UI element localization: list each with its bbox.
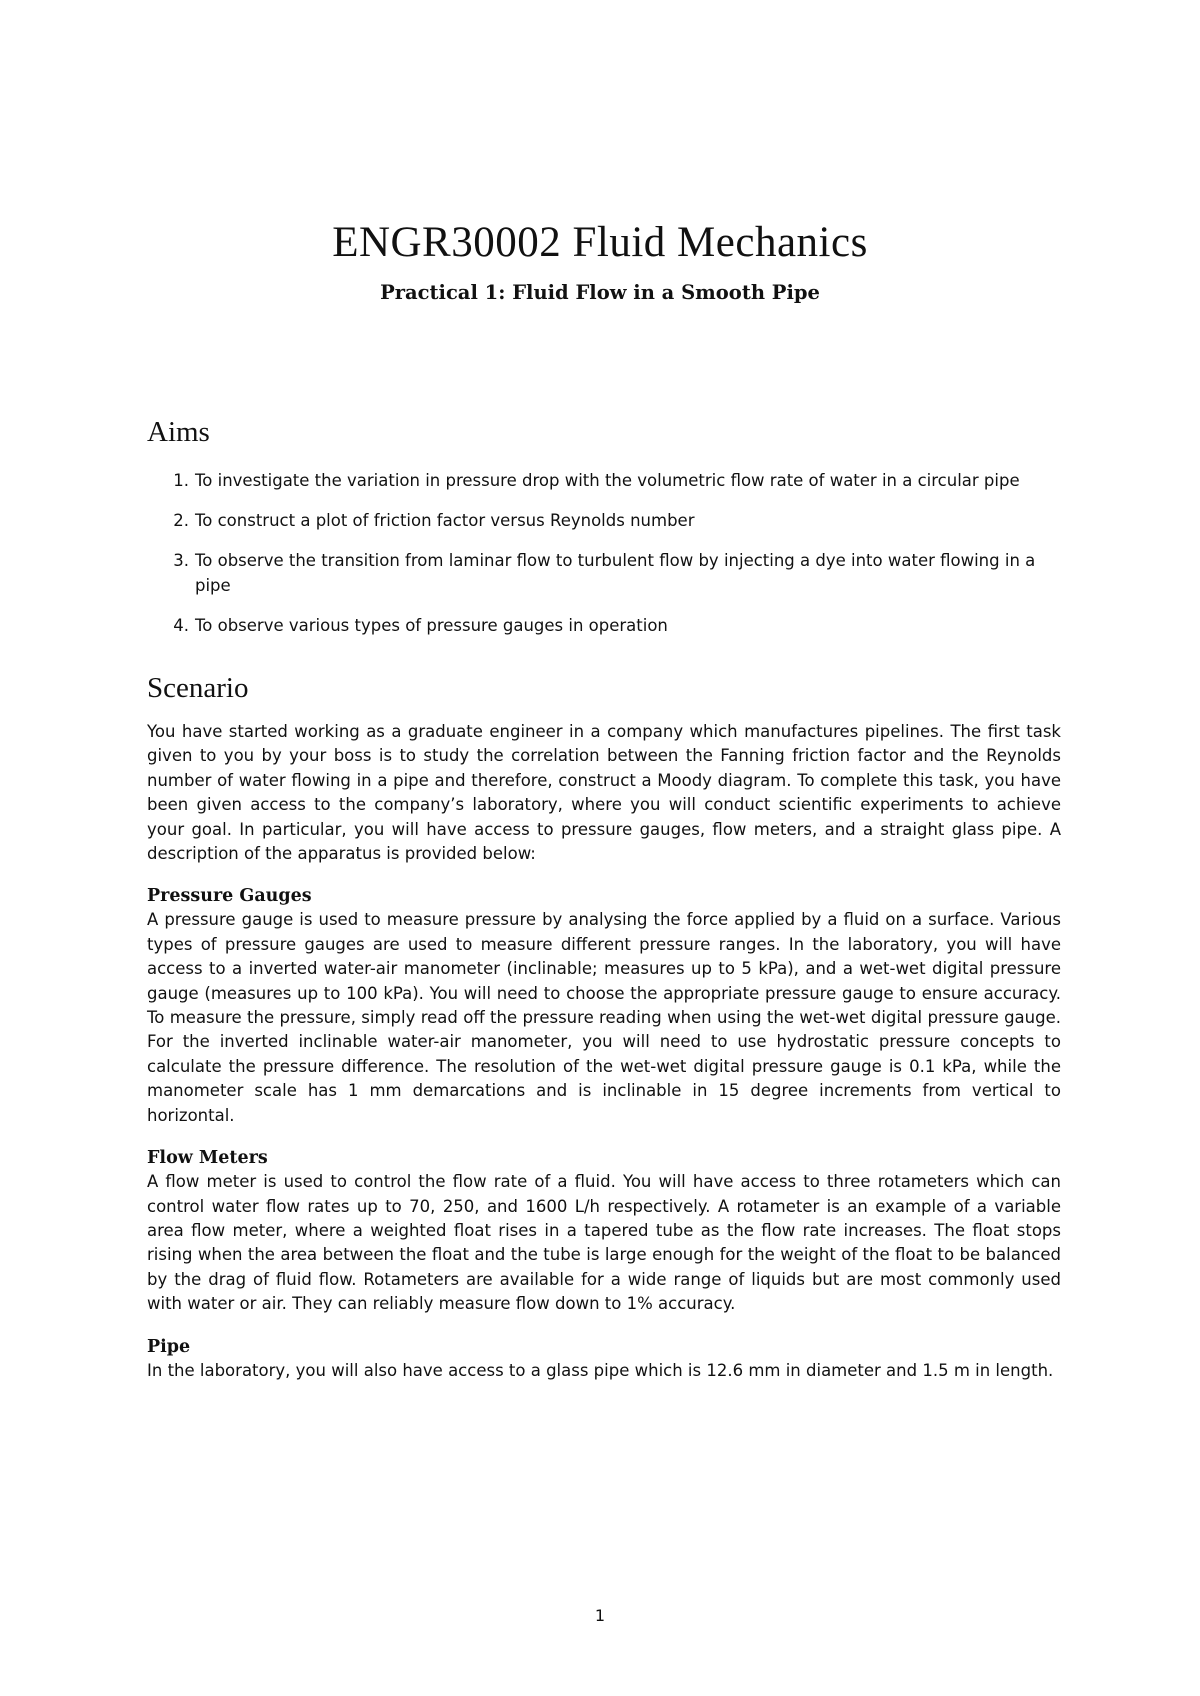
aims-list-item <box>147 548 1061 598</box>
aims-item-number: 1. <box>173 471 189 490</box>
pipe-subsection <box>147 1335 1061 1383</box>
aims-item-number: 2. <box>173 511 189 530</box>
aims-list-item <box>147 508 1061 533</box>
aims-item-number: 4. <box>173 616 189 635</box>
document-title: ENGR30002 Fluid Mechanics <box>332 219 868 266</box>
aims-section <box>147 418 1061 638</box>
aims-item-text: To construct a plot of friction factor versus Reynolds number <box>195 511 695 530</box>
pressure-gauges-subsection <box>147 884 1061 1128</box>
flow-meters-heading: Flow Meters <box>147 1148 268 1169</box>
scenario-section <box>147 674 1061 1383</box>
pressure-gauges-heading: Pressure Gauges <box>147 886 312 907</box>
aims-item-text: To observe various types of pressure gauges in operation <box>195 616 668 635</box>
scenario-heading: Scenario <box>147 672 249 704</box>
document-body <box>147 418 1061 1383</box>
aims-item-text: To investigate the variation in pressure drop with the volumetric flow rate of water in a circular pipe <box>195 471 1020 490</box>
document-subtitle: Practical 1: Fluid Flow in a Smooth Pipe <box>380 281 820 304</box>
aims-item-text: To observe the transition from laminar flow to turbulent flow by injecting a dye into water flowing in a pipe <box>195 551 1036 595</box>
flow-meters-paragraph: A flow meter is used to control the flow rate of a fluid. You will have access to three rotameters which can control water flow rates up to 70, 250, and 1600 L/h respectively. A rotameter is an example of a variable area flow meter, where a weighted float rises in a tapered tube as the flow rate increases. The float stops rising when the area between the float and the tube is large enough for the weight of the float to be balanced by the drag of fluid flow. Rotameters are available for a wide range of liquids but are most commonly used with water or air. They can reliably measure flow down to 1% accuracy. <box>147 1172 1061 1314</box>
pressure-gauges-paragraph: A pressure gauge is used to measure pressure by analysing the force applied by a fluid on a surface. Various types of pressure gauges are used to measure different pressure ranges. In the laboratory, you will have access to a inverted water-air manometer (inclinable; measures up to 5 kPa), and a wet-wet digital pressure gauge (measures up to 100 kPa). You will need to choose the appropriate pressure gauge to ensure accuracy. To measure the pressure, simply read off the pressure reading when using the wet-wet digital pressure gauge. For the inverted inclinable water-air manometer, you will need to use hydrostatic pressure concepts to calculate the pressure difference. The resolution of the wet-wet digital pressure gauge is 0.1 kPa, while the manometer scale has 1 mm demarcations and is inclinable in 15 degree increments from vertical to horizontal. <box>147 910 1061 1125</box>
pipe-heading: Pipe <box>147 1336 191 1357</box>
aims-list <box>147 468 1061 638</box>
pipe-paragraph: In the laboratory, you will also have access to a glass pipe which is 12.6 mm in diameter and 1.5 m in length. <box>147 1360 1054 1380</box>
scenario-intro-paragraph: You have started working as a graduate engineer in a company which manufactures pipelines. The first task given to you by your boss is to study the correlation between the Fanning friction factor and the Reynolds number of water flowing in a pipe and therefore, construct a Moody diagram. To complete this task, you have been given access to the company’s laboratory, where you will conduct scientific experiments to achieve your goal. In particular, you will have access to pressure gauges, flow meters, and a straight glass pipe. A description of the apparatus is provided below: <box>147 722 1061 864</box>
aims-item-number: 3. <box>173 551 189 570</box>
aims-heading: Aims <box>147 416 210 448</box>
aims-list-item <box>147 613 1061 638</box>
flow-meters-subsection <box>147 1146 1061 1316</box>
page-number: 1 <box>594 1606 606 1625</box>
aims-list-item <box>147 468 1061 493</box>
